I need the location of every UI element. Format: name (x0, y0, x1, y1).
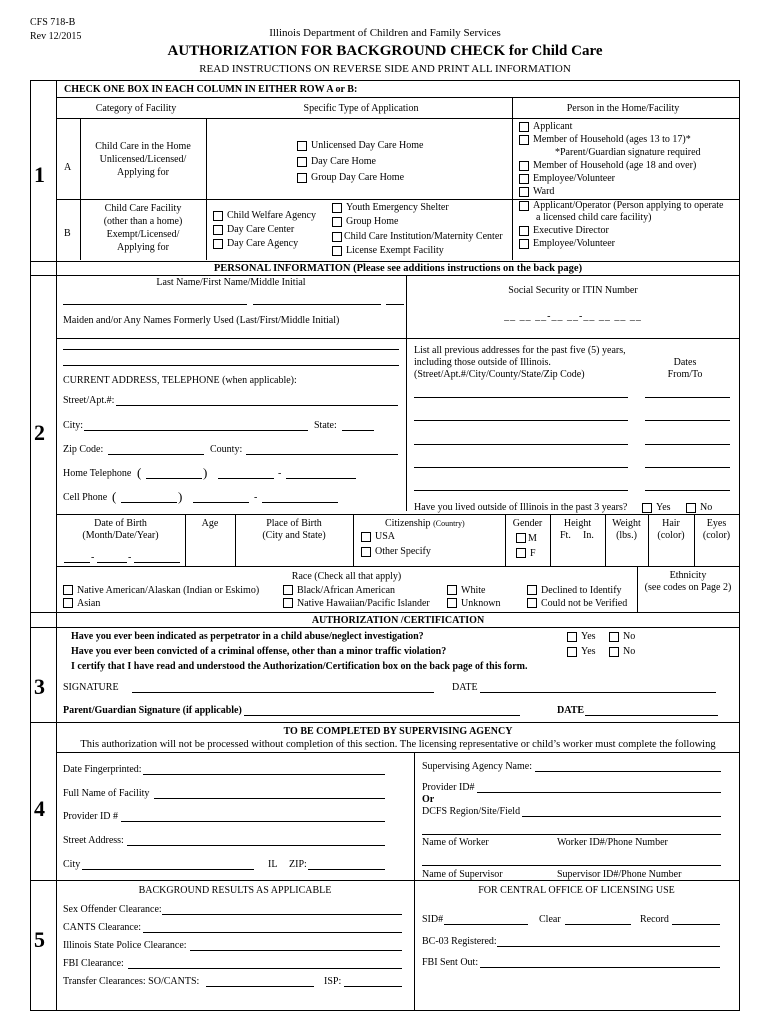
race-label-item: Native Hawaiian/Pacific Islander (297, 598, 430, 609)
race-label-item: Unknown (461, 598, 501, 609)
row-b-letter: B (64, 228, 71, 239)
type-label: Child Care Institution/Maternity Center (344, 231, 503, 242)
record-field[interactable] (672, 924, 720, 925)
type-label: Day Care Home (311, 156, 376, 167)
transfer-clearances-label: Transfer Clearances: SO/CANTS: (63, 976, 200, 987)
home-area-close: ) (203, 465, 208, 480)
prev-address-5[interactable] (414, 490, 628, 491)
cell-phone-label: Cell Phone (63, 492, 108, 503)
home-dash: - (278, 468, 282, 479)
fbi-clearance-label: FBI Clearance: (63, 958, 124, 969)
zip-label: Zip Code: (63, 444, 104, 455)
type-label: Group Home (346, 216, 399, 227)
supervising-agency-heading: TO BE COMPLETED BY SUPERVISING AGENCY (283, 726, 513, 737)
transfer-so-cants-field[interactable] (206, 986, 314, 987)
facility-name-field[interactable] (154, 798, 385, 799)
home-area-code-field[interactable] (146, 478, 202, 479)
person-label: Member of Household (age 18 and over) (533, 160, 697, 171)
maiden-name-label: Maiden and/or Any Names Formerly Used (Last/First/Middle Initial) (63, 315, 340, 326)
race-label-item: Asian (77, 598, 101, 609)
pob-format-label: (City and State) (262, 530, 326, 541)
person-label: Ward (533, 186, 555, 197)
race-label-item: Black/African American (297, 585, 396, 596)
prev-addr-label-3: (Street/Apt.#/City/County/State/Zip Code) (414, 369, 585, 380)
dob-dash: - (128, 552, 132, 563)
race-label-item: White (461, 585, 486, 596)
age-label: Age (201, 518, 219, 529)
height-label: Height (563, 518, 592, 529)
region-field[interactable] (522, 816, 721, 817)
prev-addr-label-2: including those outside of Illinois. (414, 357, 551, 368)
type-label: License Exempt Facility (346, 245, 444, 256)
child-welfare-agency-checkbox[interactable] (213, 211, 223, 221)
date-fingerprinted-label: Date Fingerprinted: (63, 764, 142, 775)
form-subtitle: READ INSTRUCTIONS ON REVERSE SIDE AND PRINT ALL INFORMATION (199, 63, 571, 75)
person-label-cont: a licensed child care facility) (536, 212, 652, 223)
executive-director-checkbox[interactable] (519, 226, 529, 236)
prev-address-2[interactable] (414, 420, 628, 421)
question-criminal: Have you ever been convicted of a criminal offense, other than a minor traffic violation? (71, 646, 447, 657)
certification-statement: I certify that I have read and understood the Authorization/Certification box on the back page of this form. (71, 661, 528, 672)
ethnicity-codes-label: (see codes on Page 2) (644, 582, 732, 593)
cants-field[interactable] (143, 932, 402, 933)
ft-label: Ft. (560, 530, 571, 541)
applicant-operator-checkbox[interactable] (519, 201, 529, 211)
form-title: AUTHORIZATION FOR BACKGROUND CHECK for Child Care (167, 43, 603, 59)
state-label: State: (314, 420, 337, 431)
dates-label: Dates (673, 357, 697, 368)
citizenship-label: Citizenship (Country) (385, 518, 465, 529)
region-label: DCFS Region/Site/Field (422, 806, 521, 817)
authorization-heading: AUTHORIZATION /CERTIFICATION (311, 615, 485, 626)
worker-field[interactable] (422, 834, 721, 835)
isp-clearance-field[interactable] (190, 950, 402, 951)
worker-name-label: Name of Worker (422, 837, 489, 848)
race-unknown-checkbox[interactable] (447, 598, 457, 608)
type-label: Youth Emergency Shelter (346, 202, 449, 213)
eyes-label: Eyes (706, 518, 727, 529)
no-label: No (623, 646, 636, 657)
clear-label: Clear (539, 914, 561, 925)
group-home-checkbox[interactable] (332, 217, 342, 227)
person-label: Employee/Volunteer (533, 173, 616, 184)
other-specify-label: Other Specify (375, 546, 431, 557)
worker-id-label: Worker ID#/Phone Number (557, 837, 668, 848)
citizenship-usa-checkbox[interactable] (361, 532, 371, 542)
race-label: Race (Check all that apply) (291, 571, 402, 582)
supervising-agency-note: This authorization will not be processed without completion of this section. The licensing representative or child’s worker must complete the following (80, 739, 716, 750)
clear-field[interactable] (565, 924, 631, 925)
row-b-cat-4: Applying for (117, 242, 169, 253)
type-label: Group Day Care Home (311, 172, 405, 183)
parent-signature-field[interactable] (244, 715, 520, 716)
section-number-1: 1 (34, 162, 45, 187)
provider-id-field[interactable] (121, 821, 385, 822)
first-name-field[interactable] (253, 304, 381, 305)
home-prefix-field[interactable] (218, 478, 274, 479)
signature-label: SIGNATURE (63, 682, 119, 693)
cell-area-close: ) (178, 489, 183, 504)
col-category-header: Category of Facility (95, 103, 177, 114)
person-label: Applicant (533, 121, 573, 132)
hair-label: Hair (662, 518, 680, 529)
city-field[interactable] (84, 430, 308, 431)
ward-checkbox[interactable] (519, 187, 529, 197)
type-label: Day Care Agency (227, 238, 299, 249)
race-declined-checkbox[interactable] (527, 585, 537, 595)
home-telephone-label: Home Telephone (63, 468, 132, 479)
ssn-label: Social Security or ITIN Number (508, 285, 638, 296)
hair-color-label: (color) (657, 530, 685, 541)
cants-label: CANTS Clearance: (63, 922, 142, 933)
cell-area-open: ( (112, 489, 117, 504)
employee-volunteer-a-checkbox[interactable] (519, 174, 529, 184)
signature-field[interactable] (132, 692, 434, 693)
dob-label: Date of Birth (94, 518, 147, 529)
supervising-agency-field[interactable] (535, 771, 721, 772)
dob-year-field[interactable] (134, 562, 180, 563)
prev-address-3[interactable] (414, 444, 628, 445)
street-field[interactable] (116, 405, 398, 406)
section-number-3: 3 (34, 674, 45, 699)
facility-zip-field[interactable] (308, 869, 385, 870)
group-day-care-home-checkbox[interactable] (297, 173, 307, 183)
usa-label: USA (375, 531, 396, 542)
record-label: Record (640, 914, 669, 925)
cell-line-field[interactable] (262, 502, 338, 503)
license-exempt-facility-checkbox[interactable] (332, 246, 342, 256)
section-number-4: 4 (34, 796, 45, 821)
citizenship-other-checkbox[interactable] (361, 547, 371, 557)
form-number: CFS 718-B (30, 17, 76, 28)
lbs-label: (lbs.) (616, 530, 637, 541)
street-address-field[interactable] (127, 845, 385, 846)
county-label: County: (210, 444, 243, 455)
sex-offender-label: Sex Offender Clearance: (63, 904, 162, 915)
maiden-name-field-1[interactable] (63, 349, 399, 350)
sid-field[interactable] (444, 924, 528, 925)
provider-id-right-label: Provider ID# (422, 782, 475, 793)
prev-dates-1[interactable] (645, 397, 730, 398)
bc03-label: BC-03 Registered: (422, 936, 497, 947)
criminal-yes-checkbox[interactable] (567, 647, 577, 657)
lived-outside-yes-checkbox[interactable] (642, 503, 652, 513)
parent-signature-label: Parent/Guardian Signature (if applicable) (63, 705, 242, 716)
unlicensed-day-care-home-checkbox[interactable] (297, 141, 307, 151)
row-a-letter: A (64, 162, 72, 173)
race-black-checkbox[interactable] (283, 585, 293, 595)
provider-id-right-field[interactable] (477, 792, 721, 793)
applicant-checkbox[interactable] (519, 122, 529, 132)
dob-month-field[interactable] (64, 562, 90, 563)
parent-signature-note: *Parent/Guardian signature required (555, 147, 701, 158)
prev-dates-5[interactable] (645, 490, 730, 491)
dob-format-label: (Month/Date/Year) (82, 530, 159, 541)
col-type-header: Specific Type of Application (303, 103, 419, 114)
last-name-field[interactable] (63, 304, 247, 305)
il-label: IL (268, 859, 278, 870)
col-person-header: Person in the Home/Facility (566, 103, 680, 114)
type-label: Unlicensed Day Care Home (311, 140, 424, 151)
weight-label: Weight (612, 518, 641, 529)
gender-m-checkbox[interactable] (516, 533, 526, 543)
prev-address-4[interactable] (414, 467, 628, 468)
race-label-item: Could not be Verified (541, 598, 628, 609)
child-care-institution-checkbox[interactable] (332, 232, 342, 242)
race-native-american-checkbox[interactable] (63, 585, 73, 595)
person-label: Executive Director (533, 225, 609, 236)
youth-emergency-shelter-checkbox[interactable] (332, 203, 342, 213)
facility-name-label: Full Name of Facility (63, 788, 150, 799)
person-label: Applicant/Operator (Person applying to operate (533, 200, 724, 211)
gender-label: Gender (512, 518, 543, 529)
signature-date-field[interactable] (480, 692, 716, 693)
day-care-home-checkbox[interactable] (297, 157, 307, 167)
abuse-yes-checkbox[interactable] (567, 632, 577, 642)
isp-transfer-label: ISP: (324, 976, 342, 987)
day-care-center-checkbox[interactable] (213, 225, 223, 235)
street-label: Street/Apt.#: (63, 395, 115, 406)
zip-field[interactable] (108, 454, 204, 455)
person-label: Member of Household (ages 13 to 17)* (533, 134, 691, 145)
current-address-label: CURRENT ADDRESS, TELEPHONE (when applicable): (63, 375, 297, 386)
row-b-cat-3: Exempt/Licensed/ (106, 229, 180, 240)
central-office-heading: FOR CENTRAL OFFICE OF LICENSING USE (478, 885, 675, 896)
bc03-field[interactable] (497, 946, 720, 947)
yes-label: Yes (581, 631, 596, 642)
household-18-over-checkbox[interactable] (519, 161, 529, 171)
date-label-2: DATE (557, 705, 585, 716)
date-label: DATE (452, 682, 478, 693)
section-number-2: 2 (34, 420, 45, 445)
row-b-cat-2: (other than a home) (103, 216, 183, 227)
provider-id-label: Provider ID # (63, 811, 118, 822)
in-label: In. (583, 530, 594, 541)
row-a-cat-3: Applying for (117, 167, 169, 178)
eyes-color-label: (color) (702, 530, 731, 541)
race-hawaiian-checkbox[interactable] (283, 598, 293, 608)
city-label: City: (63, 420, 84, 431)
gender-f-checkbox[interactable] (516, 548, 526, 558)
day-care-agency-checkbox[interactable] (213, 239, 223, 249)
fbi-clearance-field[interactable] (128, 968, 402, 969)
maiden-name-field-2[interactable] (63, 365, 399, 366)
facility-city-field[interactable] (82, 869, 254, 870)
abuse-no-checkbox[interactable] (609, 632, 619, 642)
fbi-sent-field[interactable] (480, 967, 720, 968)
race-label-item: Declined to Identify (541, 585, 622, 596)
cell-dash: - (254, 492, 258, 503)
household-13-17-checkbox[interactable] (519, 135, 529, 145)
yes-label: Yes (581, 646, 596, 657)
type-label: Child Welfare Agency (227, 210, 316, 221)
transfer-isp-field[interactable] (344, 986, 402, 987)
yes-label: Yes (656, 502, 671, 513)
street-address-label: Street Address: (63, 835, 124, 846)
race-label-item: Native American/Alaskan (Indian or Eskimo) (77, 585, 260, 596)
prev-addr-label-1: List all previous addresses for the past five (5) years, (414, 345, 626, 356)
home-area-open: ( (137, 465, 142, 480)
fbi-sent-label: FBI Sent Out: (422, 957, 479, 968)
criminal-no-checkbox[interactable] (609, 647, 619, 657)
race-not-verified-checkbox[interactable] (527, 598, 537, 608)
dob-day-field[interactable] (97, 562, 127, 563)
home-line-field[interactable] (286, 478, 356, 479)
county-field[interactable] (246, 454, 398, 455)
state-field[interactable] (342, 430, 374, 431)
supervisor-name-label: Name of Supervisor (422, 869, 503, 880)
form-revision: Rev 12/2015 (30, 31, 82, 42)
row-a-cat-2: Unlicensed/Licensed/ (99, 154, 187, 165)
supervising-agency-label: Supervising Agency Name: (422, 761, 532, 772)
prev-dates-3[interactable] (645, 444, 730, 445)
row-a-cat-1: Child Care in the Home (95, 141, 191, 152)
pob-label: Place of Birth (266, 518, 322, 529)
sid-label: SID# (422, 914, 444, 925)
prev-dates-2[interactable] (645, 420, 730, 421)
no-label: No (700, 502, 713, 513)
race-asian-checkbox[interactable] (63, 598, 73, 608)
sex-offender-field[interactable] (162, 914, 402, 915)
ethnicity-label: Ethnicity (669, 570, 707, 581)
prev-dates-4[interactable] (645, 467, 730, 468)
prev-address-1[interactable] (414, 397, 628, 398)
cell-area-code-field[interactable] (121, 502, 177, 503)
or-label: Or (422, 794, 435, 805)
personal-info-heading: PERSONAL INFORMATION (Please see additions instructions on the back page) (213, 263, 583, 274)
from-to-label: From/To (667, 369, 703, 380)
section-number-5: 5 (34, 927, 45, 952)
no-label: No (623, 631, 636, 642)
cell-prefix-field[interactable] (193, 502, 249, 503)
f-label: F (530, 548, 536, 559)
name-label: Last Name/First Name/Middle Initial (156, 277, 306, 288)
zip-label: ZIP: (289, 859, 307, 870)
row-b-cat-1: Child Care Facility (104, 203, 182, 214)
person-label: Employee/Volunteer (533, 238, 616, 249)
type-label: Day Care Center (227, 224, 295, 235)
m-label: M (528, 533, 537, 544)
background-results-heading: BACKGROUND RESULTS AS APPLICABLE (138, 885, 332, 896)
lived-outside-no-checkbox[interactable] (686, 503, 696, 513)
supervisor-id-label: Supervisor ID#/Phone Number (557, 869, 682, 880)
city-label: City (63, 859, 81, 870)
employee-volunteer-b-checkbox[interactable] (519, 239, 529, 249)
lived-outside-question: Have you lived outside of Illinois in the past 3 years? (414, 502, 628, 513)
dob-dash: - (91, 552, 95, 563)
parent-date-field[interactable] (585, 715, 718, 716)
isp-clearance-label: Illinois State Police Clearance: (63, 940, 187, 951)
agency-name: Illinois Department of Children and Family Services (269, 27, 501, 39)
supervisor-field[interactable] (422, 865, 721, 866)
section1-instructions: CHECK ONE BOX IN EACH COLUMN IN EITHER ROW A or B: (64, 84, 358, 95)
date-fingerprinted-field[interactable] (143, 774, 385, 775)
ssn-field[interactable]: __ __ __-__ __-__ __ __ __ (504, 311, 642, 322)
race-white-checkbox[interactable] (447, 585, 457, 595)
middle-initial-field[interactable] (386, 304, 404, 305)
question-abuse: Have you ever been indicated as perpetrator in a child abuse/neglect investigation? (71, 631, 424, 642)
